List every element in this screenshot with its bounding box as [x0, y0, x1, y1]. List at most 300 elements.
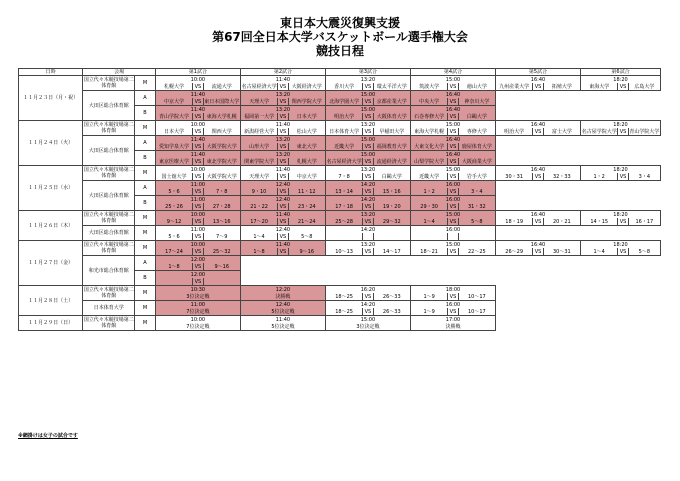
d27-m-times — [19, 241, 661, 249]
game-time: 13:20 — [325, 166, 410, 174]
game-time: 18:20 — [581, 241, 661, 249]
court-label: M — [135, 121, 156, 136]
match-label: 7位決定戦 — [155, 323, 240, 331]
team-name: 流通経済大学 — [373, 158, 410, 166]
team-name: 広島大学 — [628, 83, 660, 91]
team-name: 明治大学 — [496, 128, 533, 136]
vs-label: VS — [194, 113, 202, 120]
team-name: 東海大学 — [581, 83, 618, 91]
team-name: 近畿大学 — [410, 173, 447, 181]
vs-label: VS — [534, 173, 542, 180]
slot6-header: 第6試合 — [581, 69, 661, 76]
team-name — [203, 278, 240, 286]
team-name: 関東学院大学 — [240, 158, 277, 166]
vs-label: VS — [449, 248, 457, 255]
team-name: 17・18 — [325, 203, 362, 211]
team-name: 1～8 — [240, 248, 277, 256]
vs-label: VS — [619, 128, 627, 135]
venue-header: 会場 — [83, 69, 156, 76]
game-time: 11:40 — [155, 136, 240, 144]
vs-label: VS — [194, 98, 202, 105]
game-time: 18:20 — [581, 76, 661, 84]
day-label: １１月２９日（日） — [19, 316, 83, 331]
game-time: 16:40 — [496, 121, 581, 129]
team-name: 鹿屋体育大学 — [458, 143, 495, 151]
venue-label: 大田区総合体育館 — [83, 136, 135, 166]
team-name: 27・28 — [203, 203, 240, 211]
game-time: 16:00 — [410, 196, 495, 204]
game-time: 18:00 — [410, 286, 495, 294]
team-name: 32・33 — [543, 173, 580, 181]
game-time: 10:00 — [155, 241, 240, 249]
game-time: 18:20 — [581, 211, 661, 219]
vs-label: VS — [194, 233, 202, 240]
court-label: B — [135, 106, 156, 121]
vs-label: VS — [449, 218, 457, 225]
team-name: 11・12 — [288, 188, 325, 196]
team-name: 名古屋経済大学 — [326, 158, 362, 165]
vs-label: VS — [449, 173, 457, 180]
court-label: M — [135, 166, 156, 181]
game-time: 18:20 — [581, 166, 661, 174]
team-name: 日本大学 — [288, 113, 325, 121]
team-name: 18・19 — [496, 218, 533, 226]
game-time: 10:30 — [155, 286, 240, 294]
team-name: 札幌大学 — [155, 83, 192, 91]
vs-label: VS — [279, 218, 287, 225]
slot5-header: 第5試合 — [496, 69, 581, 76]
vs-label: VS — [364, 293, 372, 300]
team-name: 26～33 — [373, 308, 410, 316]
team-name: 17～24 — [155, 248, 192, 256]
team-name: 30～31 — [543, 248, 580, 256]
court-label: A — [135, 256, 156, 271]
team-name: 中京大学 — [155, 98, 192, 106]
slot1-header: 第1試合 — [155, 69, 240, 76]
vs-label — [448, 233, 458, 241]
vs-label: VS — [279, 158, 287, 165]
team-name: 25～28 — [325, 218, 362, 226]
team-name: 3・4 — [458, 188, 495, 196]
team-name: 東京医療大学 — [155, 158, 192, 166]
team-name: 香川大学 — [325, 83, 362, 91]
court-label: B — [135, 196, 156, 211]
team-name: 福岡第一大学 — [240, 113, 277, 121]
empty-slot — [496, 226, 661, 241]
court-label: B — [135, 151, 156, 166]
team-name: 21・22 — [240, 203, 277, 211]
team-name: 中央大学 — [410, 98, 447, 106]
empty-slot — [240, 256, 660, 286]
team-name: 青山学院大学 — [629, 128, 660, 135]
game-time: 14:20 — [325, 226, 410, 234]
team-name: 16・17 — [628, 218, 660, 226]
slot2-header: 第2試合 — [240, 69, 325, 76]
vs-label: VS — [449, 308, 457, 315]
day-label: １１月２８日（土） — [19, 286, 83, 316]
court-label: M — [135, 211, 156, 226]
team-name: 5～8 — [458, 218, 495, 226]
game-time: 12:40 — [240, 196, 325, 204]
team-name: 日本大学 — [155, 128, 192, 136]
vs-label: VS — [364, 113, 372, 120]
vs-label: VS — [534, 83, 542, 90]
d29-m-times — [19, 316, 661, 324]
vs-label: VS — [364, 128, 372, 135]
team-name: 1～8 — [155, 263, 192, 271]
d23-a-times — [19, 91, 661, 99]
game-time: 11:00 — [155, 226, 240, 234]
game-time: 15:00 — [325, 316, 410, 324]
team-name: 26～33 — [373, 293, 410, 301]
vs-label: VS — [279, 128, 287, 135]
team-name: 20・21 — [543, 218, 580, 226]
court-label: M — [135, 286, 156, 301]
team-name: 九州産業大学 — [496, 83, 533, 91]
game-time: 14:20 — [325, 196, 410, 204]
team-name: 大阪体育大学 — [373, 113, 410, 121]
vs-label: VS — [194, 173, 202, 180]
vs-label: VS — [279, 188, 287, 195]
vs-label: VS — [364, 173, 372, 180]
game-time: 11:40 — [240, 241, 325, 249]
team-name: 明治大学 — [325, 113, 362, 121]
game-time: 11:40 — [155, 151, 240, 159]
game-time: 14:20 — [325, 181, 410, 189]
empty-slot — [496, 286, 661, 316]
vs-label: VS — [279, 98, 287, 105]
vs-label: VS — [534, 218, 542, 225]
match-label: 5位決定戦 — [240, 323, 325, 331]
venue-label: 日本体育大学 — [83, 301, 135, 316]
vs-label — [363, 233, 373, 241]
team-name: 東海大学札幌 — [410, 128, 447, 136]
vs-label: VS — [194, 203, 202, 210]
game-time: 11:40 — [240, 166, 325, 174]
vs-label: VS — [194, 83, 202, 90]
game-time: 12:40 — [240, 301, 325, 309]
vs-label: VS — [449, 83, 457, 90]
venue-label: 和光市総合体育館 — [83, 256, 135, 286]
vs-label: VS — [364, 158, 372, 165]
team-name: 札幌大学 — [288, 158, 325, 166]
team-name: 愛知学泉大学 — [155, 143, 192, 151]
title-line-3: 競技日程 — [315, 44, 364, 58]
team-name: 東北学院大学 — [203, 158, 240, 166]
vs-label: VS — [449, 293, 457, 300]
game-time: 13:20 — [325, 76, 410, 84]
team-name: 18～25 — [325, 308, 362, 316]
empty-slot — [496, 136, 661, 166]
team-name: 国士舘大学 — [155, 173, 192, 181]
court-label: M — [135, 226, 156, 241]
team-name: 東日本国際大学 — [204, 98, 240, 105]
team-name: 1～4 — [410, 218, 447, 226]
vs-label: VS — [364, 248, 372, 255]
empty-slot — [496, 316, 661, 331]
team-name: 中京大学 — [288, 173, 325, 181]
game-time: 11:00 — [155, 196, 240, 204]
court-label: B — [135, 271, 156, 286]
game-time: 10:00 — [155, 76, 240, 84]
vs-label: VS — [534, 128, 542, 135]
team-name: 1・2 — [581, 173, 618, 181]
footnote: ※網掛けは女子の試合です — [18, 433, 78, 439]
vs-label: VS — [449, 143, 457, 150]
team-name: 名古屋経済大学 — [241, 83, 277, 90]
team-name: 5・6 — [155, 188, 192, 196]
header-row — [19, 69, 661, 76]
game-time: 13:20 — [240, 136, 325, 144]
game-time: 12:40 — [240, 181, 325, 189]
d25-a-times — [19, 181, 661, 189]
venue-label: 国立代々木競技場第二体育館 — [83, 212, 134, 224]
team-name: 福岡教育大学 — [373, 143, 410, 151]
vs-label: VS — [449, 188, 457, 195]
team-name: 京都産業大学 — [373, 98, 410, 106]
team-name: 23・24 — [288, 203, 325, 211]
game-time: 12:00 — [155, 271, 240, 279]
vs-label: VS — [449, 203, 457, 210]
team-name: 9・10 — [240, 188, 277, 196]
day-label: １１月２７日（金） — [19, 241, 83, 286]
team-name: 大阪商業大学 — [458, 158, 495, 166]
vs-label: VS — [364, 83, 372, 90]
team-name: 専修大学 — [458, 128, 495, 136]
game-time: 13:20 — [240, 91, 325, 99]
game-time: 13:20 — [325, 211, 410, 219]
team-name: 1～9 — [410, 293, 447, 301]
team-name: 30・31 — [496, 173, 533, 181]
team-name: 15・16 — [373, 188, 410, 196]
team-name: 29・30 — [410, 203, 447, 211]
team-name: 13・14 — [325, 188, 362, 196]
team-name: 26～29 — [496, 248, 533, 256]
team-name: 5・6 — [155, 233, 192, 241]
empty-slot — [496, 91, 661, 121]
match-label: 3位決定戦 — [155, 293, 240, 301]
team-name: 東北大学 — [288, 143, 325, 151]
game-time: 15:00 — [325, 151, 410, 159]
day-label: １１月２６日（木） — [19, 211, 83, 241]
court-label: M — [135, 301, 156, 316]
vs-label: VS — [449, 128, 457, 135]
game-time: 16:40 — [496, 76, 581, 84]
match-label: 7位決定戦 — [155, 308, 240, 316]
team-name: 18～25 — [325, 293, 362, 301]
game-time: 13:20 — [240, 106, 325, 114]
d28-m-times — [19, 286, 661, 294]
d26-m-times — [19, 211, 661, 219]
game-time: 16:20 — [325, 286, 410, 294]
team-name: 1～9 — [410, 308, 447, 316]
team-name: 7・8 — [325, 173, 362, 181]
team-name: 関西学院大学 — [288, 98, 325, 106]
team-name: 富士大学 — [543, 128, 580, 136]
team-name: 大東文化大学 — [410, 143, 447, 151]
vs-label: VS — [279, 113, 287, 120]
team-name — [155, 278, 192, 286]
team-name: 山梨学院大学 — [410, 158, 447, 166]
game-time: 18:20 — [581, 121, 661, 129]
team-name: 石巻専修大学 — [410, 113, 447, 121]
team-name — [458, 233, 495, 241]
team-name — [373, 233, 410, 241]
vs-label: VS — [619, 218, 627, 225]
match-label: 5位決定戦 — [240, 308, 325, 316]
team-name: 青山学院大学 — [155, 113, 192, 121]
team-name: 7～9 — [203, 233, 240, 241]
game-time: 11:40 — [240, 316, 325, 324]
team-name: 10～17 — [458, 308, 495, 316]
empty-slot — [496, 181, 661, 211]
game-time: 12:20 — [240, 286, 325, 294]
game-time: 12:40 — [240, 226, 325, 234]
venue-label: 大田区総合体育館 — [83, 226, 135, 241]
venue-label: 国立代々木競技場第二体育館 — [83, 242, 134, 254]
d23-m-times — [19, 76, 661, 84]
vs-label: VS — [194, 128, 202, 135]
team-name: 天理大学 — [240, 173, 277, 181]
team-name: 流通大学 — [203, 83, 240, 91]
team-name: 10～17 — [458, 293, 495, 301]
d24-m-times — [19, 121, 661, 129]
team-name: 東海大学札幌 — [203, 113, 240, 121]
court-label: M — [135, 241, 156, 256]
team-name: 神奈川大学 — [458, 98, 495, 106]
game-time: 10:00 — [155, 316, 240, 324]
game-time: 16:40 — [410, 136, 495, 144]
venue-label: 国立代々木競技場第二体育館 — [83, 167, 134, 179]
team-name: 大阪学院大学 — [203, 143, 240, 151]
game-time: 13:20 — [325, 121, 410, 129]
team-name: 25～32 — [203, 248, 240, 256]
game-time: 12:00 — [155, 256, 240, 264]
team-name: 1・2 — [410, 188, 447, 196]
vs-label: VS — [279, 143, 287, 150]
team-name: 山形大学 — [240, 143, 277, 151]
game-time: 16:40 — [410, 91, 495, 99]
game-time: 16:00 — [410, 301, 495, 309]
team-name: 早稲田大学 — [373, 128, 410, 136]
game-time: 11:40 — [240, 211, 325, 219]
team-name: 13～16 — [203, 218, 240, 226]
team-name: 白鷗大学 — [458, 113, 495, 121]
team-name: 1～4 — [240, 233, 277, 241]
game-time: 16:00 — [410, 226, 495, 234]
team-name: 松山大学 — [288, 128, 325, 136]
vs-label: VS — [534, 248, 542, 255]
team-name: 22～25 — [458, 248, 495, 256]
team-name: 天理大学 — [240, 98, 277, 106]
team-name: 31・32 — [458, 203, 495, 211]
vs-label: VS — [194, 158, 202, 165]
game-time: 10:00 — [155, 166, 240, 174]
venue-label: 国立代々木競技場第二体育館 — [83, 317, 134, 329]
team-name: 大阪経済大学 — [288, 83, 325, 91]
team-name: 岩手大学 — [458, 173, 495, 181]
vs-label: VS — [279, 233, 287, 240]
venue-label: 大田区総合体育館 — [83, 91, 135, 121]
venue-label: 国立代々木競技場第二体育館 — [83, 77, 134, 89]
vs-label: VS — [194, 218, 202, 225]
game-time: 16:00 — [410, 181, 495, 189]
d25-m-times — [19, 166, 661, 174]
game-time: 11:40 — [240, 76, 325, 84]
team-name: 5～8 — [288, 233, 325, 241]
vs-label: VS — [449, 158, 457, 165]
court-label: A — [135, 136, 156, 151]
team-name: 7・8 — [203, 188, 240, 196]
game-time: 11:40 — [155, 106, 240, 114]
game-time: 15:00 — [410, 211, 495, 219]
game-time: 11:00 — [155, 181, 240, 189]
team-name: 筑波大学 — [410, 83, 447, 91]
schedule-table — [18, 68, 661, 331]
vs-label: VS — [619, 83, 627, 90]
match-label: 3位決定戦 — [325, 323, 410, 331]
game-time: 11:40 — [155, 91, 240, 99]
vs-label: VS — [449, 98, 457, 105]
date-header: 日時 — [19, 69, 83, 76]
team-name: 14～17 — [373, 248, 410, 256]
title-line-2: 第67回全日本大学バスケットボール選手権大会 — [212, 30, 468, 44]
d27-a-times — [19, 256, 661, 264]
day-label: １１月２５日（水） — [19, 166, 83, 211]
team-name: 10～13 — [325, 248, 362, 256]
game-time: 15:00 — [410, 166, 495, 174]
team-name: 大阪学院大学 — [203, 173, 240, 181]
venue-label: 大田区総合体育館 — [83, 181, 135, 211]
court-label: M — [135, 76, 156, 91]
game-time: 16:40 — [496, 166, 581, 174]
court-label: M — [135, 316, 156, 331]
vs-label: VS — [364, 143, 372, 150]
team-name: 29～32 — [373, 218, 410, 226]
team-name: 3・4 — [628, 173, 660, 181]
vs-label: VS — [279, 83, 287, 90]
vs-label: VS — [619, 173, 627, 180]
game-time: 15:00 — [410, 241, 495, 249]
game-time: 10:00 — [155, 121, 240, 129]
vs-label: VS — [449, 113, 457, 120]
team-name: 21～24 — [288, 218, 325, 226]
match-label: 決勝戦 — [240, 293, 325, 301]
vs-label: VS — [279, 173, 287, 180]
game-time: 15:00 — [325, 136, 410, 144]
game-time: 14:20 — [325, 301, 410, 309]
game-time: 16:40 — [410, 151, 495, 159]
vs-label: VS — [194, 188, 202, 195]
game-time: 11:40 — [240, 121, 325, 129]
team-name: 17～20 — [240, 218, 277, 226]
team-name: 19・20 — [373, 203, 410, 211]
team-name: 関西大学 — [203, 128, 240, 136]
game-time: 15:00 — [410, 121, 495, 129]
team-name: 25・26 — [155, 203, 192, 211]
team-name: 5～8 — [628, 248, 660, 256]
team-name: 名古屋学院大学 — [581, 128, 617, 135]
game-time: 15:00 — [325, 106, 410, 114]
vs-label: VS — [619, 248, 627, 255]
game-time: 16:40 — [410, 106, 495, 114]
vs-label: VS — [194, 263, 202, 270]
game-time: 11:00 — [155, 301, 240, 309]
team-name: 新潟経営大学 — [240, 128, 277, 136]
team-name: 白鷗大学 — [373, 173, 410, 181]
game-time: 17:00 — [410, 316, 495, 324]
team-name: 近畿大学 — [325, 143, 362, 151]
